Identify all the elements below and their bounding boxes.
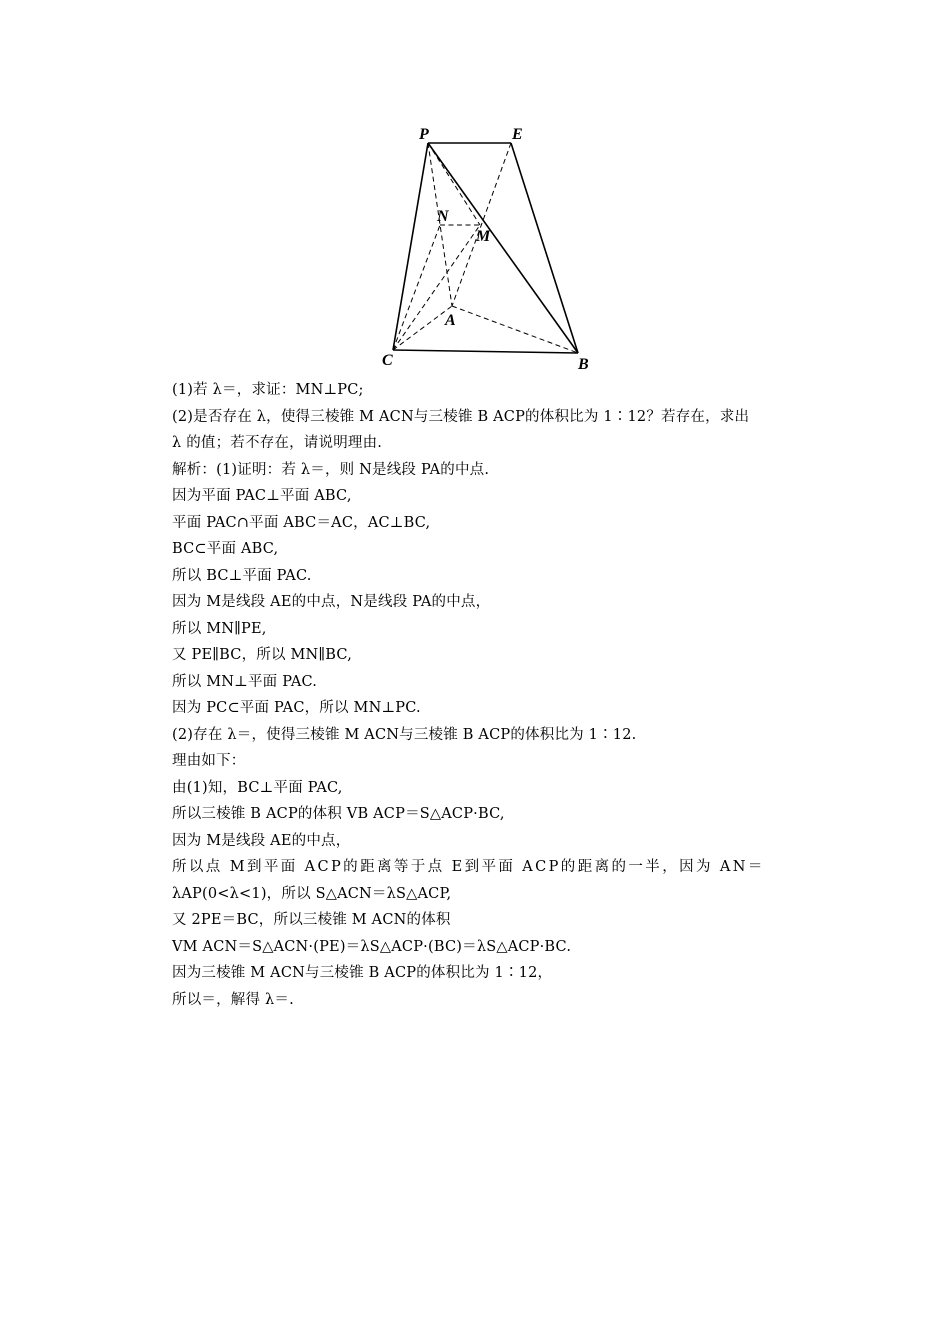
label-B: B bbox=[578, 356, 589, 373]
solution-line: 理由如下： bbox=[172, 753, 246, 769]
solution-line: 因为三棱锥 M ACN与三棱锥 B ACP的体积比为 1∶12， bbox=[172, 965, 553, 981]
solution-line: 因为 M是线段 AE的中点， bbox=[172, 832, 351, 849]
edge-PM bbox=[428, 143, 480, 225]
label-C: C bbox=[382, 352, 393, 369]
solution-heading: 解析：(1)证明：若 λ＝，则 N是线段 PA的中点. bbox=[172, 461, 490, 478]
solution-line: BC⊂平面 ABC, bbox=[172, 541, 279, 557]
solution-line: 所以＝，解得 λ＝. bbox=[172, 991, 294, 1008]
solution-line: 又 2PE＝BC，所以三棱锥 M ACN的体积 bbox=[172, 912, 451, 928]
solution-line: 所以 MN∥PE, bbox=[172, 620, 267, 637]
solution-line: 所以点 M到平面 ACP的距离等于点 E到平面 ACP的距离的一半，因为 AN＝ bbox=[172, 859, 765, 875]
dashed-edges bbox=[393, 143, 578, 353]
solution-line: λAP(0<λ<1)，所以 S△ACN＝λS△ACP, bbox=[172, 885, 452, 902]
geometry-figure bbox=[370, 120, 600, 375]
label-M: M bbox=[476, 228, 491, 245]
solution-line: 平面 PAC∩平面 ABC＝AC，AC⊥BC, bbox=[172, 514, 431, 531]
solution-line: 又 PE∥BC，所以 MN∥BC, bbox=[172, 647, 353, 663]
solution-part-2: (2)存在 λ＝，使得三棱锥 M ACN与三棱锥 B ACP的体积比为 1∶12. bbox=[172, 726, 637, 743]
problem-part-2: (2)是否存在 λ，使得三棱锥 M ACN与三棱锥 B ACP的体积比为 1∶12？若存在，求出 bbox=[172, 408, 750, 425]
edge-PC bbox=[393, 143, 428, 350]
solution-line: 所以 BC⊥平面 PAC. bbox=[172, 567, 312, 584]
problem-part-1: (1)若 λ＝，求证：MN⊥PC; bbox=[172, 382, 364, 398]
edge-AB bbox=[452, 306, 578, 353]
solution-line: 由(1)知，BC⊥平面 PAC, bbox=[172, 779, 343, 796]
edge-CB bbox=[393, 350, 578, 353]
solution-line: 因为 M是线段 AE的中点，N是线段 PA的中点， bbox=[172, 594, 491, 610]
label-A: A bbox=[445, 312, 456, 329]
edge-CA bbox=[393, 306, 452, 350]
problem-part-2-cont: λ 的值；若不存在，请说明理由. bbox=[172, 435, 383, 451]
edge-EB bbox=[511, 143, 578, 353]
geometry-diagram bbox=[370, 120, 600, 375]
edge-CN bbox=[393, 225, 440, 350]
solution-line: 因为 PC⊂平面 PAC，所以 MN⊥PC. bbox=[172, 700, 421, 716]
solution-text bbox=[172, 377, 822, 1013]
label-E: E bbox=[512, 126, 523, 143]
solution-line: 所以三棱锥 B ACP的体积 VB ACP＝S△ACP·BC, bbox=[172, 806, 505, 822]
edge-CM bbox=[393, 225, 480, 350]
solution-line: VM ACN＝S△ACN·(PE)＝λS△ACP·(BC)＝λS△ACP·BC. bbox=[172, 938, 572, 955]
label-P: P bbox=[419, 126, 429, 143]
solution-line: 所以 MN⊥平面 PAC. bbox=[172, 673, 318, 690]
solid-edges bbox=[393, 143, 578, 353]
solution-line: 因为平面 PAC⊥平面 ABC, bbox=[172, 488, 352, 504]
label-N: N bbox=[437, 208, 449, 225]
